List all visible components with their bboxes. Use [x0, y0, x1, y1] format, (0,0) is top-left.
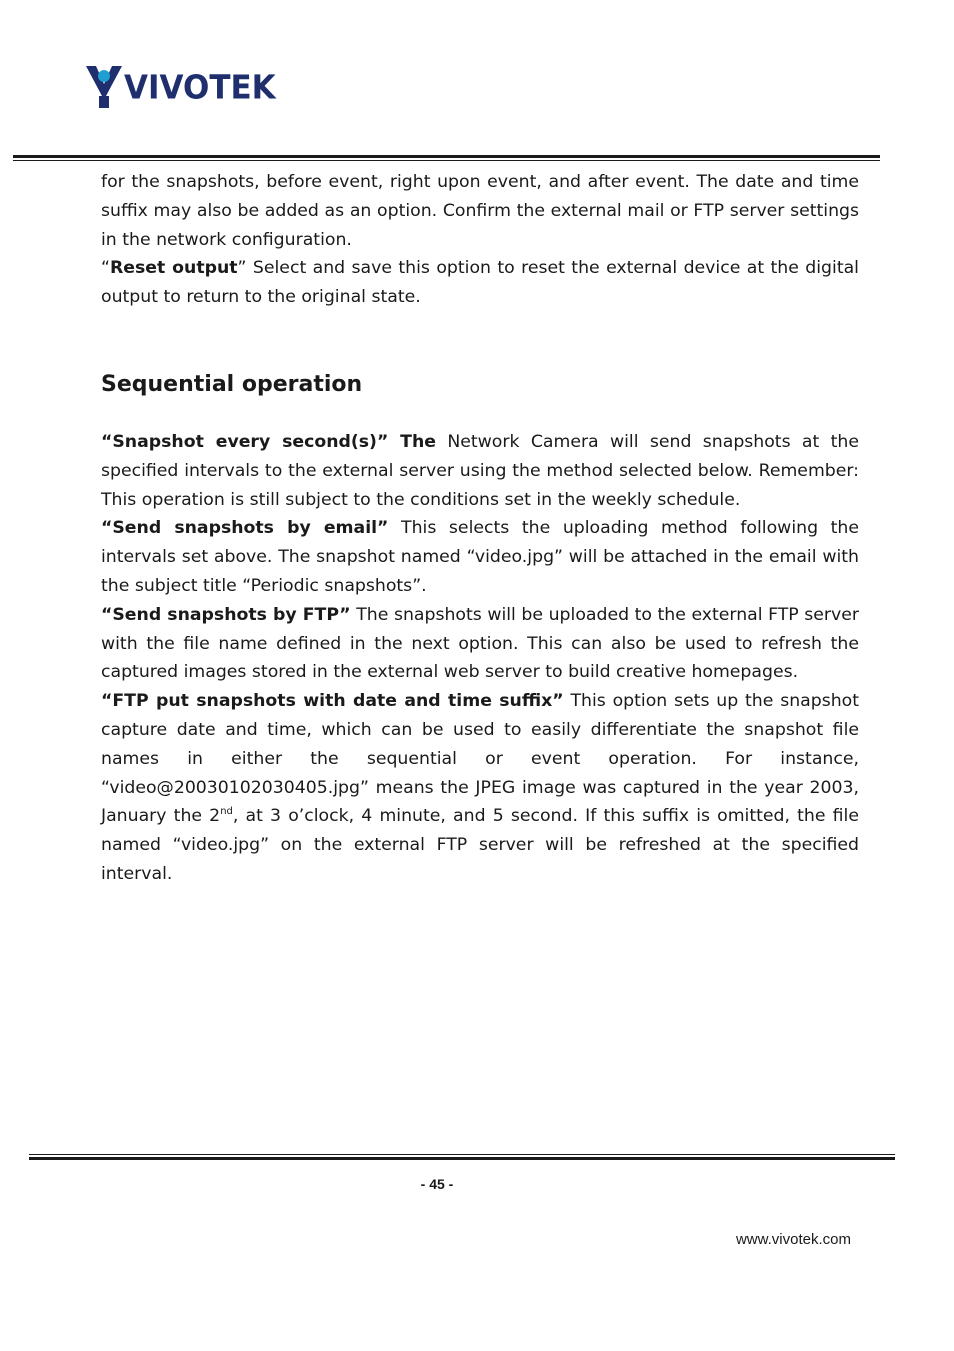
paragraph-snapshot-options: for the snapshots, before event, right upon event, and after event. The date and time suffix may also be added as an option. Confirm the external mail or FTP server settings in the network configuration. — [101, 172, 859, 250]
section-heading: Sequential operation — [101, 371, 363, 397]
paragraph-snapshot-every: “Snapshot every second(s)” The Network Camera will send snapshots at the specified intervals to the external server using the method selected below. Remember: This operation is still subject to the conditions set in the weekly schedule. — [101, 431, 859, 510]
paragraph-send-ftp: “Send snapshots by FTP” The snapshots will be uploaded to the external FTP server with the file name defined in the next option. This can also be used to refresh the captured images stored in the external web server to build creative homepages. — [101, 604, 859, 683]
camera-figure-icon — [84, 62, 124, 112]
paragraph-send-email: “Send snapshots by email” This selects the uploading method following the intervals set above. The snapshot named “video.jpg” will be attached in the email with the subject title “Periodic snapshots”. — [101, 518, 859, 596]
term-send-ftp: “Send snapshots by FTP” — [101, 604, 351, 625]
term-send-email: “Send snapshots by email” — [101, 518, 389, 539]
ordinal-superscript: nd — [220, 806, 233, 818]
paragraph-reset-output: “Reset output” Select and save this option to reset the external device at the digital output to return to the original state. — [101, 258, 859, 308]
footer-rule — [29, 1157, 895, 1160]
vivotek-logo — [84, 62, 294, 112]
website-url: www.vivotek.com — [735, 1231, 851, 1248]
header-rule-thin — [13, 160, 880, 161]
term-reset-output: Reset output — [109, 258, 238, 279]
term-snapshot-every: “Snapshot every second(s)” The — [101, 431, 436, 452]
page-body — [101, 168, 859, 889]
footer-rule-thin — [29, 1154, 895, 1155]
page-number: - 45 - — [420, 1176, 454, 1192]
logo-wordmark: VIVOTEK — [124, 69, 276, 107]
paragraph-ftp-suffix: “FTP put snapshots with date and time suffix” This option sets up the snapshot capture date and time, which can be used to easily differentiate the snapshot file names in either the sequential or event operation. For instance, “video@20030102030405.jpg” means the JPEG image was captured in the year 2003, January the 2nd, at 3 o’clock, 4 minute, and 5 second. If this suffix is omitted, the file named “video.jpg” on the external FTP server will be refreshed at the specified interval. — [101, 691, 860, 884]
term-ftp-suffix: “FTP put snapshots with date and time suffix” — [101, 691, 564, 712]
header-rule — [13, 155, 880, 158]
